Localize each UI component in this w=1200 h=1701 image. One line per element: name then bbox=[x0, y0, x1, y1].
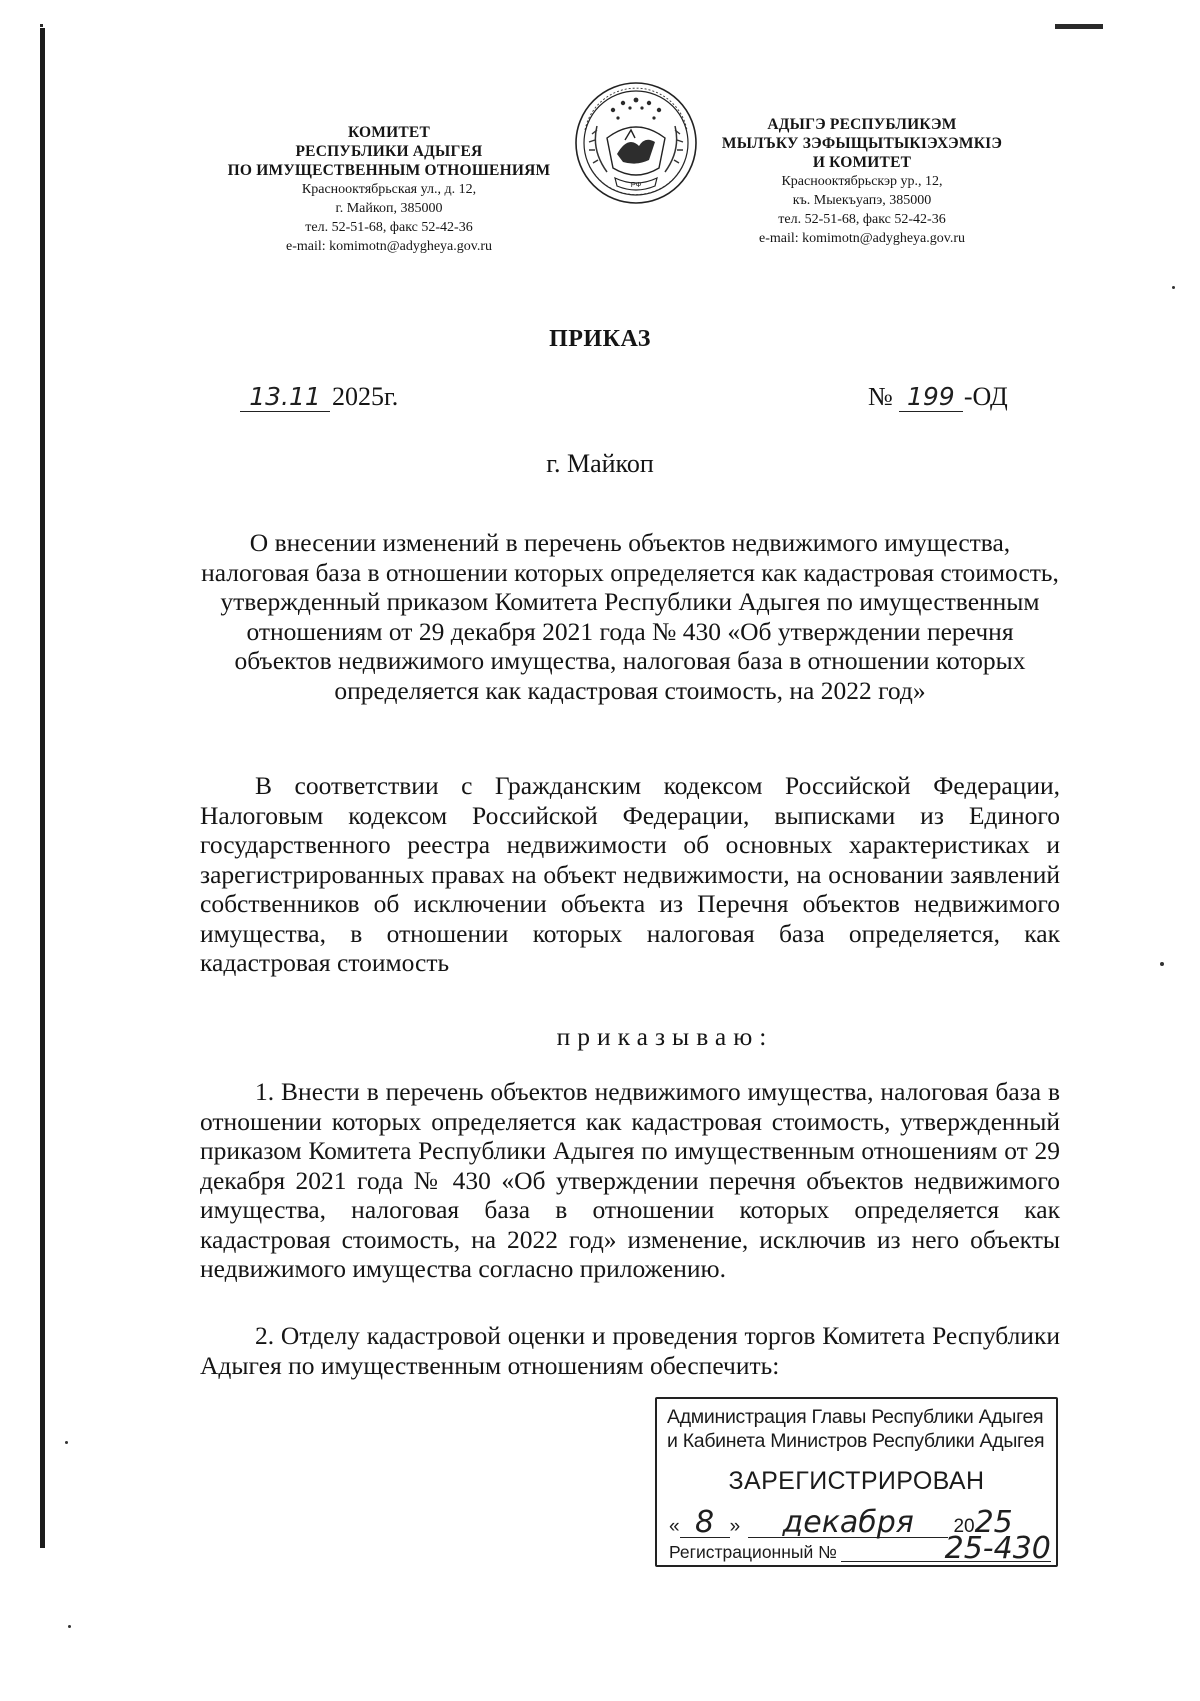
org-phone: тел. 52-51-68, факс 52-42-36 bbox=[778, 212, 946, 227]
stamp-year-handwritten: 25 bbox=[974, 1505, 1013, 1540]
org-email: e-mail: komimotn@adygheya.gov.ru bbox=[286, 239, 492, 254]
order-subject: О внесении изменений в перечень объектов недвижимого имущества, налоговая база в отношении которых определяется как кадастровая стоимость, утвержденный приказом Комитета Республики Адыгея по имущественным отношениям от 29 декабря 2021 года № 430 «Об утверждении перечня объектов недвижимого имущества, налоговая база в отношении которых определяется как кадастровая стоимость, на 2022 год» bbox=[201, 528, 1059, 705]
org-name-line: РЕСПУБЛИКИ АДЫГЕЯ bbox=[295, 143, 483, 160]
org-address: Краснооктябрьская ул., д. 12, bbox=[301, 182, 477, 197]
basis-paragraph: В соответствии с Гражданским кодексом Российской Федерации, Налоговым кодексом Российской Федерации, выписками из Единого государственного реестра недвижимости об основных характеристиках и зарегистрированных правах на объект недвижимости, на основании заявлений собственников об исключении объекта из Перечня объектов недвижимого имущества, в отношении которых налоговая база определяется, как кадастровая стоимость bbox=[200, 771, 1060, 977]
order-number bbox=[868, 382, 1008, 412]
header-right bbox=[712, 115, 1012, 248]
orders-word: приказываю: bbox=[556, 1022, 774, 1051]
stamp-authority-line: и Кабинета Министров Республики Адыгея bbox=[667, 1430, 1045, 1452]
stamp-registration-number bbox=[669, 1531, 1051, 1566]
org-name-line: И КОМИТЕТ bbox=[812, 154, 912, 171]
scan-speck bbox=[1172, 286, 1175, 289]
stamp-month-handwritten: декабря bbox=[748, 1509, 948, 1538]
stamp-quote-close: » bbox=[729, 1516, 741, 1537]
order-date-handwritten: 13.11 bbox=[240, 383, 330, 412]
order-date-year: 2025г. bbox=[332, 382, 399, 411]
stamp-authority-line: Администрация Главы Республики Адыгея bbox=[667, 1406, 1044, 1428]
header-left bbox=[200, 123, 578, 256]
order-number-prefix: № bbox=[868, 382, 893, 411]
stamp-quote-open: « bbox=[669, 1516, 680, 1537]
org-name-line: ПО ИМУЩЕСТВЕННЫМ ОТНОШЕНИЯМ bbox=[227, 162, 551, 179]
org-city: г. Майкоп, 385000 bbox=[335, 201, 443, 216]
emblem-ribbon-text: РФ bbox=[630, 180, 642, 189]
scan-top-mark bbox=[40, 24, 43, 27]
stamp-reg-number-handwritten: 25-430 bbox=[841, 1537, 1051, 1562]
registration-stamp bbox=[655, 1397, 1058, 1567]
order-number-suffix: -ОД bbox=[963, 382, 1008, 411]
org-name-line: АДЫГЭ РЕСПУБЛИКЭМ bbox=[767, 116, 957, 133]
org-name-line: КОМИТЕТ bbox=[347, 124, 430, 141]
scan-speck bbox=[68, 1625, 71, 1628]
scan-left-edge bbox=[40, 28, 45, 1548]
stamp-reg-label: Регистрационный № bbox=[669, 1542, 837, 1562]
document-title: ПРИКАЗ bbox=[549, 326, 651, 352]
org-name-line: МЫЛЪКУ ЗЭФЫЩЫТЫКIЭХЭМКIЭ bbox=[721, 135, 1003, 152]
city: г. Майкоп bbox=[546, 449, 654, 478]
stamp-status: ЗАРЕГИСТРИРОВАН bbox=[728, 1467, 985, 1495]
adygea-coat-of-arms-icon bbox=[573, 80, 699, 206]
org-address: Краснооктябрьскэр ур., 12, bbox=[781, 174, 943, 189]
order-item-1: 1. Внести в перечень объектов недвижимого имущества, налоговая база в отношении которых определяется как кадастровая стоимость, утвержденный приказом Комитета Республики Адыгея по имущественным отношениям от 29 декабря 2021 года № 430 «Об утверждении перечня объектов недвижимого имущества, налоговая база в отношении которых определяется как кадастровая стоимость, на 2022 год» изменение, исключив из него объекты недвижимого имущества согласно приложению. bbox=[200, 1077, 1060, 1283]
stamp-year-prefix: 20 bbox=[953, 1516, 975, 1537]
scan-top-mark bbox=[1055, 24, 1103, 29]
scan-speck bbox=[65, 1441, 68, 1444]
scan-speck bbox=[1160, 962, 1164, 966]
org-email: e-mail: komimotn@adygheya.gov.ru bbox=[759, 231, 965, 246]
org-phone: тел. 52-51-68, факс 52-42-36 bbox=[305, 220, 473, 235]
stamp-day-handwritten: 8 bbox=[680, 1509, 730, 1538]
order-date bbox=[240, 382, 398, 412]
org-city: къ. Мыекъуапэ, 385000 bbox=[792, 193, 932, 208]
order-number-handwritten: 199 bbox=[899, 383, 963, 412]
order-item-2: 2. Отделу кадастровой оценки и проведения торгов Комитета Республики Адыгея по имущественным отношениям обеспечить: bbox=[200, 1321, 1060, 1380]
